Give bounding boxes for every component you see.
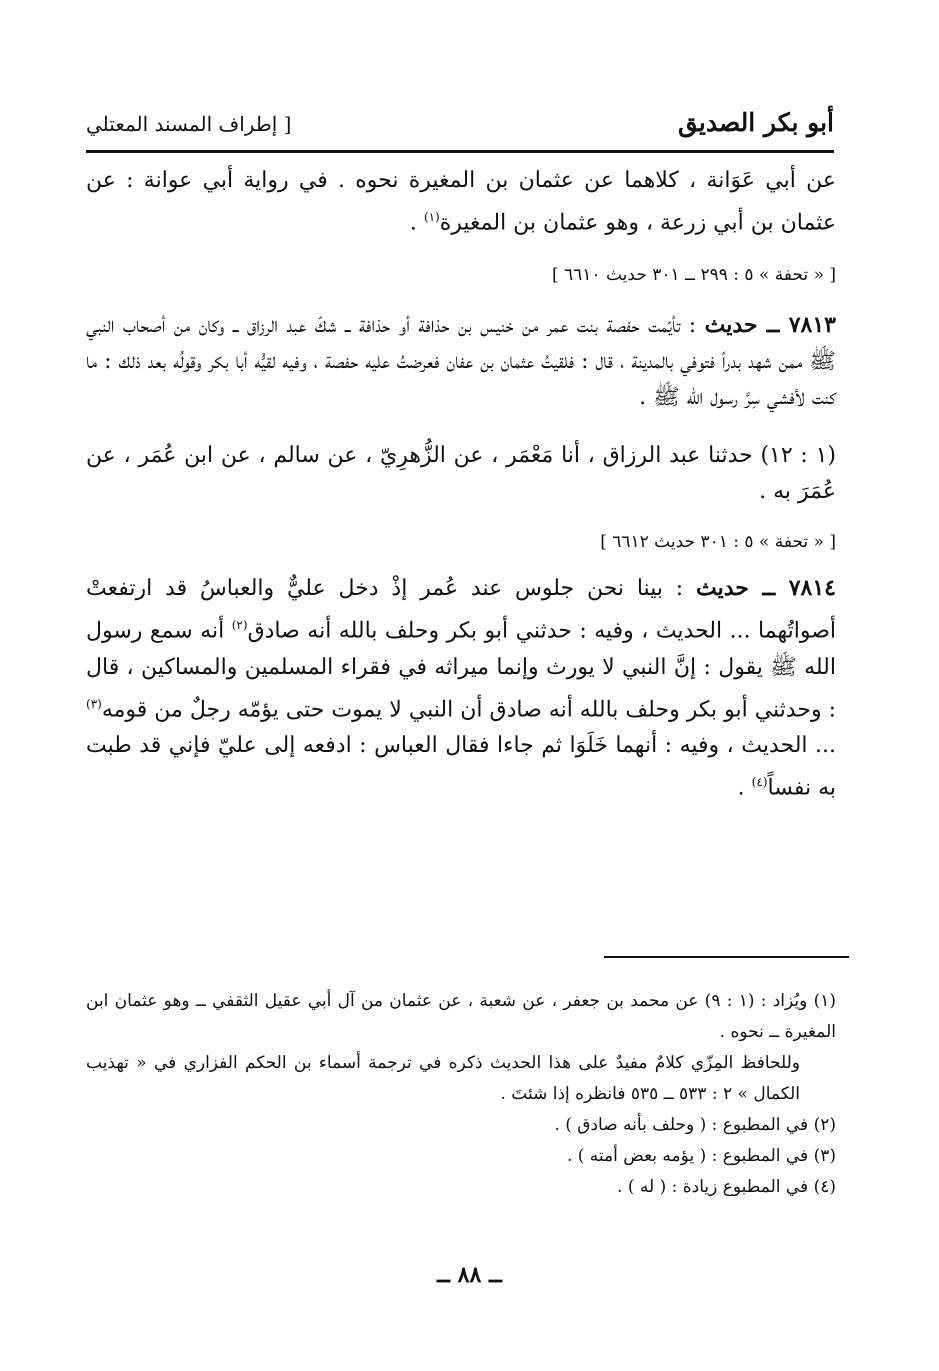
header-book-title: [ إطراف المسند المعتلي: [86, 112, 292, 136]
hadith-number: ٧٨١٣ ــ حديث: [704, 312, 836, 339]
isnad-7813: (١ : ١٢) حدثنا عبد الرزاق ، أنا مَعْمَر ، عن الزُّهرِيّ ، عن سالم ، عن ابن عُمَر ، عن عُمَرَ به .: [86, 443, 836, 505]
hadith-7814: ٧٨١٤ ــ حديث : بينا نحن جلوس عند عُمر إذْ دخل عليٌّ والعباسُ قد ارتفعتْ أصواتُهما ... الحديث ، وفيه : حدثني أبو بكر وحلف بالله أنه صادق$^{(٢)}$ أنه سمع رسول الله ﷺ يقول : إنَّ النبي لا يورث وإنما ميراثه في فقراء المسلمين والمساكين ، قال : وحدثني أبو بكر وحلف بالله أنه صادق أن النبي لا يموت حتى يؤمّه رجلٌ من قومه$^{(٣)}$ ... الحديث ، وفيه : أنهما خَلَوَا ثم جاءا فقال العباس : ادفعه إلى عليّ فإني قد طبت به نفساً$^{(٤)}$ .: [86, 575, 837, 801]
footnote-ref-3: (٣): [86, 696, 102, 711]
footnote-ref-4: (٤): [751, 774, 768, 789]
footnote-2: (٢) في المطبوع : ( وحلف بأنه صادق ) .: [554, 1115, 836, 1135]
hadith-7813: ٧٨١٣ ــ حديث : تأيّمت حفصة بنت عمر من خنيس بن حذافة أو حذافة ــ شكّ عبد الرزاق ــ وكان من أصحاب النبي ﷺ ممن شهد بدراً فتوفي بالمدينة ، قال : فلقيتُ عثمان بن عفان فعرضتُ عليه حفصة ، وفيه لقيُّه أبا بكر وقولُه بعد ذلك : ما كنت لأفشي سِرَّ رسول الله ﷺ .: [86, 312, 836, 411]
footnote-rule: [604, 956, 849, 958]
footnote-4: (٤) في المطبوع زيادة : ( له ) .: [617, 1177, 836, 1197]
header-rule: [86, 150, 834, 153]
footnote-ref-2: (٢): [231, 618, 248, 633]
footnote-1-continued: وللحافظ المِزّي كلامٌ مفيدٌ على هذا الحديث ذكره في ترجمة أسماء بن الحكم الفزاري في « تهذيب الكمال » ٢ : ٥٣٣ ــ ٥٣٥ فانظره إذا شئتَ .: [86, 1053, 800, 1104]
paragraph-intro: عن أبي عَوَانة ، كلاهما عن عثمان بن المغيرة نحوه . في رواية أبي عوانة : عن عثمان بن أبي زرعة ، وهو عثمان بن المغيرة$^{(١)}$ .: [86, 168, 836, 236]
header-title: أبو بكر الصديق: [678, 108, 834, 137]
running-header: [86, 108, 834, 148]
tuhfa-reference-2: [ « تحفة » ٥ : ٣٠١ حديث ٦٦١٢ ]: [600, 532, 836, 553]
page-number: ــ ٨٨ ــ: [437, 1262, 502, 1288]
tuhfa-reference-1: [ « تحفة » ٥ : ٢٩٩ ــ ٣٠١ حديث ٦٦١٠ ]: [552, 265, 836, 286]
hadith-number: ٧٨١٤ ــ حديث: [696, 575, 836, 602]
footnote-1: (١) ويُزاد : (١ : ٩) عن محمد بن جعفر ، عن شعبة ، عن عثمان من آل أبي عقيل الثقفي ــ وهو عثمان ابن المغيرة ــ نحوه .: [86, 991, 836, 1042]
footnote-3: (٣) في المطبوع : ( يؤمه بعض أمته ) .: [566, 1146, 836, 1166]
main-text: [86, 163, 836, 806]
footnote-ref-1: (١): [423, 210, 440, 224]
footnotes: [86, 986, 836, 1203]
